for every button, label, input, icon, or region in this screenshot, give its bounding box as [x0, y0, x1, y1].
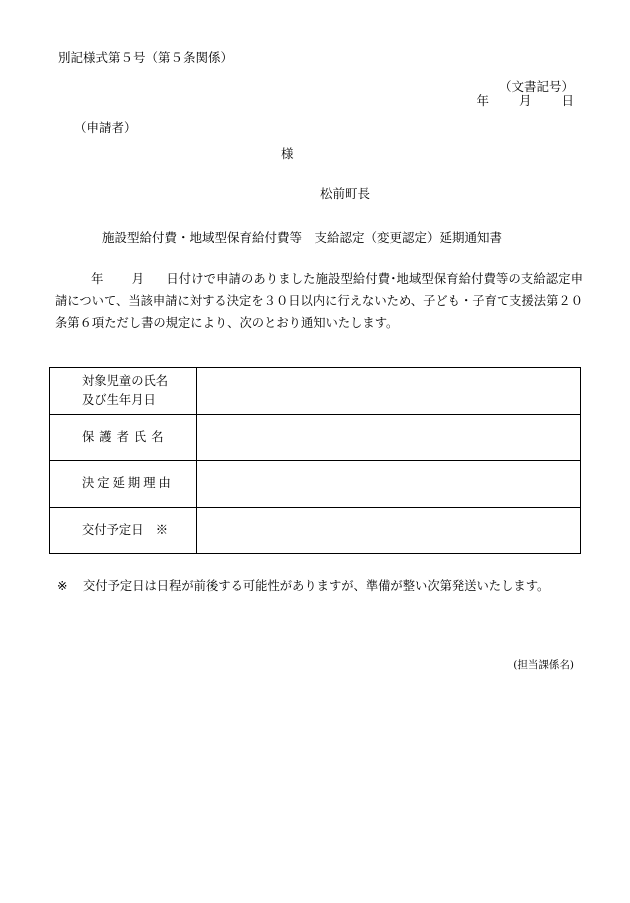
footnote: [57, 580, 549, 592]
notice-body: [55, 268, 583, 334]
label-guardian-name: 保護者氏名: [50, 414, 197, 461]
document-reference: （文書記号）: [498, 79, 574, 94]
value-postpone-reason[interactable]: [197, 461, 581, 508]
table-row-delivery-date: [50, 507, 581, 554]
value-child-name-birthdate[interactable]: [197, 368, 581, 415]
body-text: 日付けで申請のありました施設型給付費･地域型保育給付費等の支給認定申請について、当該申請に対する決定を３０日以内に行えないため、子ども・子育て支援法第２０条第６項ただし書の規定により、次のとおり通知いたします。: [55, 272, 583, 330]
form-number: 別記様式第５号（第５条関係）: [58, 50, 234, 65]
date-day: 日: [561, 93, 574, 108]
applicant-label: （申請者）: [74, 120, 137, 135]
issuer-name: 松前町長: [320, 186, 371, 201]
table-row-guardian: [50, 414, 581, 461]
body-year: 年: [91, 272, 104, 286]
date-month: 月: [518, 93, 532, 108]
label-line: 対象児童の氏名: [82, 373, 169, 388]
note-text: 交付予定日は日程が前後する可能性がありますが、準備が整い次第発送いたします。: [83, 579, 550, 593]
label-delivery-date: 交付予定日 ※: [50, 507, 197, 554]
issue-date: [476, 95, 574, 108]
info-table: [49, 367, 581, 554]
table-row-child: [50, 368, 581, 415]
document-title: 施設型給付費・地域型保育給付費等 支給認定（変更認定）延期通知書: [102, 230, 503, 245]
department-name: (担当課係名): [513, 659, 574, 671]
honorific-sama: 様: [281, 146, 294, 161]
value-guardian-name[interactable]: [197, 414, 581, 461]
body-month: 月: [131, 272, 145, 286]
value-delivery-date[interactable]: [197, 507, 581, 554]
date-year: 年: [476, 93, 489, 108]
label-child-name-birthdate: [50, 368, 197, 415]
label-line: 及び生年月日: [82, 392, 156, 407]
note-mark: ※: [57, 579, 68, 593]
label-postpone-reason: 決定延期理由: [50, 461, 197, 508]
table-row-reason: [50, 461, 581, 508]
